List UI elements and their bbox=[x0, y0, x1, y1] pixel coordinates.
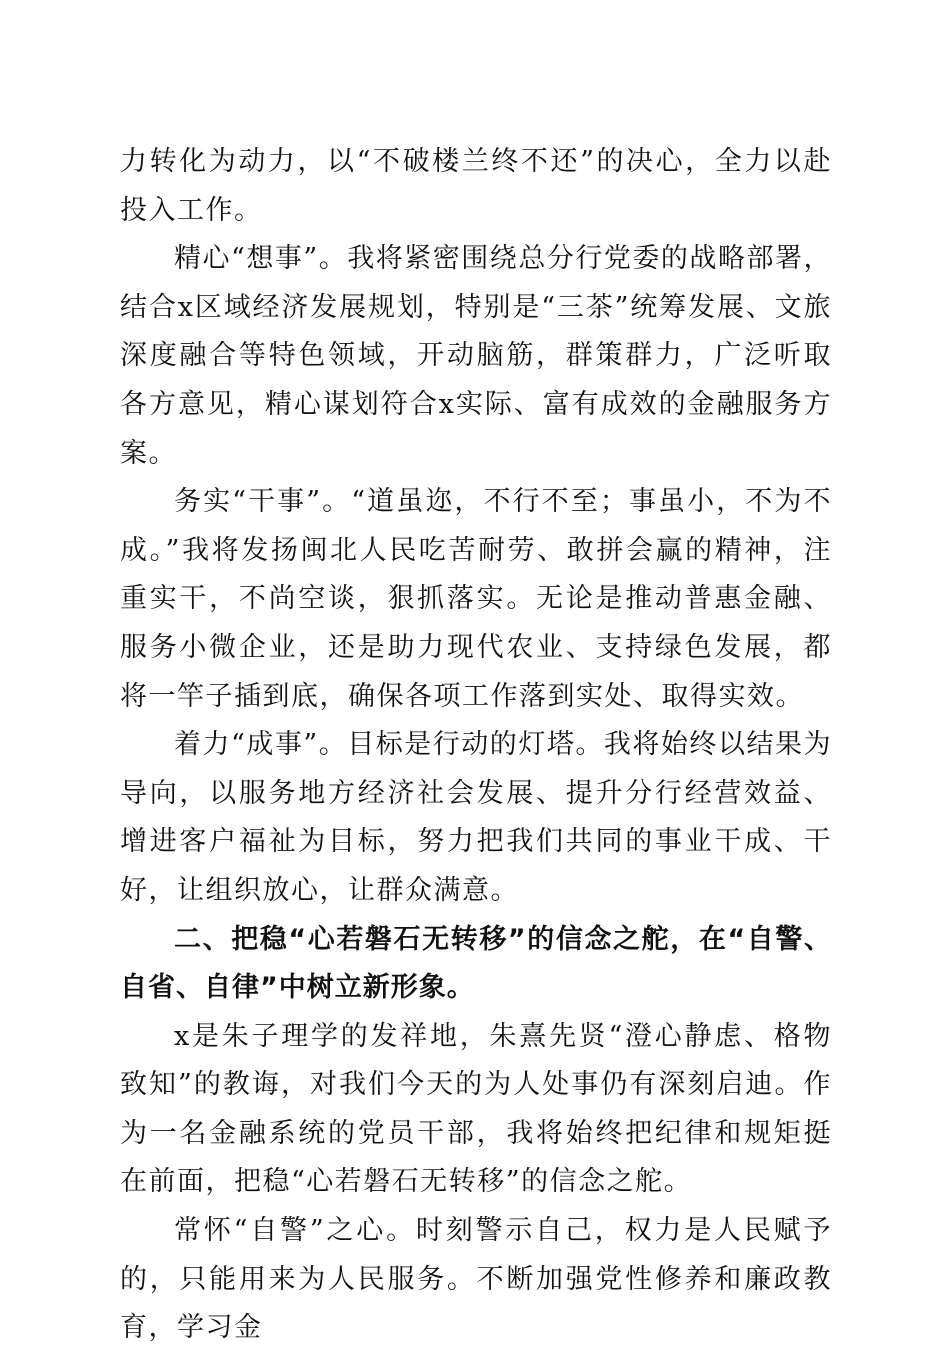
paragraph-do: 务实“干事”。“道虽迩，不行不至；事虽小，不为不成。”我将发扬闽北人民吃苦耐劳、敢拼会赢的精神，注重实干，不尚空谈，狠抓落实。无论是推动普惠金融、服务小微企业，还是助力现代农业、支持绿色发展，都将一竿子插到底，确保各项工作落到实处、取得实效。 bbox=[120, 486, 832, 712]
paragraph-continuation: 力转化为动力，以“不破楼兰终不还”的决心，全力以赴投入工作。 bbox=[120, 146, 832, 226]
paragraph-accomplish: 着力“成事”。目标是行动的灯塔。我将始终以结果为导向，以服务地方经济社会发展、提升分行经营效益、增进客户福祉为目标，努力把我们共同的事业干成、干好，让组织放心，让群众满意。 bbox=[120, 729, 832, 906]
section-heading-2: 二、把稳“心若磐石无转移”的信念之舵，在“自警、自省、自律”中树立新形象。 bbox=[120, 923, 832, 1004]
paragraph-self-alert: 常怀“自警”之心。时刻警示自己，权力是人民赋予的，只能用来为人民服务。不断加强党性修养和廉政教育，学习金 bbox=[120, 1215, 832, 1344]
paragraph-think: 精心“想事”。我将紧密围绕总分行党委的战略部署，结合x区域经济发展规划，特别是“三茶”统筹发展、文旅深度融合等特色领域，开动脑筋，群策群力，广泛听取各方意见，精心谋划符合x实际、富有成效的金融服务方案。 bbox=[120, 243, 832, 469]
paragraph-zhuxi: x是朱子理学的发祥地，朱熹先贤“澄心静虑、格物致知”的教诲，对我们今天的为人处事仍有深刻启迪。作为一名金融系统的党员干部，我将始终把纪律和规矩挺在前面，把稳“心若磐石无转移”的信念之舵。 bbox=[120, 1020, 832, 1198]
document-body bbox=[120, 138, 832, 1353]
